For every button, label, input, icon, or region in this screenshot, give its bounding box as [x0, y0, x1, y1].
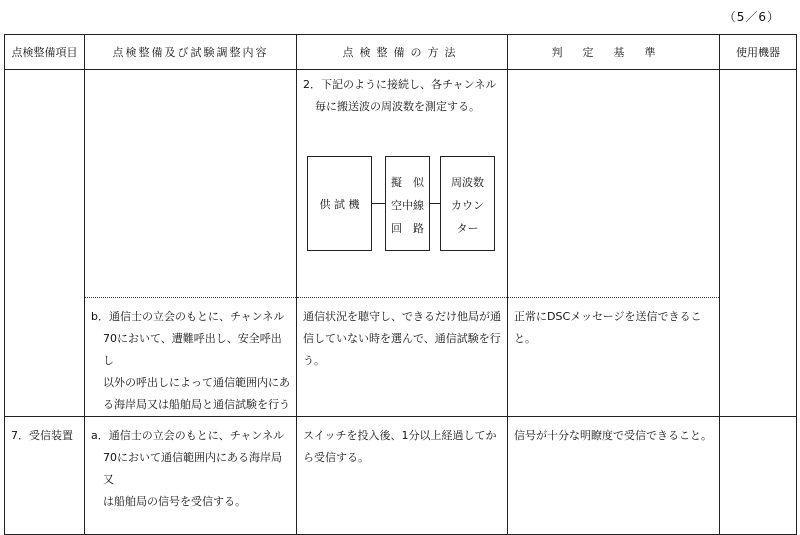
equipment-cell: [720, 70, 797, 417]
dummy-antenna-line: 回 路: [391, 222, 424, 235]
dummy-antenna-box: [385, 156, 430, 251]
connector-line: [372, 203, 385, 204]
header-equipment: 使用機器: [720, 35, 797, 70]
table-row: [5, 70, 797, 298]
content-line: る海岸局又は船舶局と通信試験を行う: [103, 398, 290, 411]
method-line: 2．下記のように接続し、各チャンネル: [303, 78, 497, 91]
connector-line: [430, 203, 440, 204]
criteria-line: 信号が十分な明瞭度で受信できること。: [514, 429, 712, 442]
method-line: 毎に搬送波の周波数を測定する。: [315, 100, 480, 113]
header-method: 点検整備の方法: [297, 35, 508, 70]
criteria-cell: [508, 417, 720, 535]
header-item: 点検整備項目: [5, 35, 85, 70]
content-line: a．通信士の立会のもとに、チャンネル: [91, 429, 285, 442]
table-row: [5, 417, 797, 535]
device-under-test-box: [307, 156, 372, 251]
dummy-antenna-line: 空中線: [391, 199, 424, 212]
method-cell: [297, 298, 508, 417]
header-row: [5, 35, 797, 70]
method-line: 通信状況を聴守し、できるだけ他局が通: [303, 310, 501, 323]
header-content: 点検整備及び試験調整内容: [85, 35, 297, 70]
page-number: （5／6）: [723, 10, 780, 24]
dummy-antenna-line: 擬 似: [391, 176, 424, 189]
content-cell: [85, 417, 297, 535]
content-line: は船舶局の信号を受信する。: [103, 495, 246, 508]
connection-diagram: [297, 156, 507, 268]
content-line: 70において通信範囲内にある海岸局又: [103, 451, 282, 486]
item-label: 7．受信装置: [11, 429, 73, 442]
device-under-test-label: 供 試 機: [319, 198, 360, 211]
equipment-cell: [720, 417, 797, 535]
frequency-counter-box: [440, 156, 495, 251]
content-line: b．通信士の立会のもとに、チャンネル: [91, 310, 285, 323]
item-cell: [5, 70, 85, 417]
table-row: [5, 298, 797, 417]
header-criteria: 判定基準: [508, 35, 720, 70]
item-cell: [5, 417, 85, 535]
content-line: 以外の呼出しによって通信範囲内にあ: [103, 376, 290, 389]
criteria-cell: [508, 70, 720, 298]
criteria-line: と。: [514, 332, 536, 345]
frequency-counter-line: 周波数: [451, 176, 484, 189]
method-cell: [297, 417, 508, 535]
method-line: う。: [303, 354, 325, 367]
criteria-line: 正常にDSCメッセージを送信できるこ: [514, 310, 702, 323]
content-cell: [85, 70, 297, 298]
content-cell: [85, 298, 297, 417]
method-line: スイッチを投入後、1分以上経過してか: [303, 429, 497, 442]
content-line: 70において、遭難呼出し、安全呼出し: [103, 332, 282, 367]
method-line: 信していない時を選んで、通信試験を行: [303, 332, 501, 345]
method-cell: [297, 70, 508, 298]
frequency-counter-line: カウン: [451, 199, 484, 212]
method-line: ら受信する。: [303, 451, 369, 464]
frequency-counter-line: ター: [456, 222, 479, 235]
inspection-table: [4, 34, 797, 535]
criteria-cell: [508, 298, 720, 417]
